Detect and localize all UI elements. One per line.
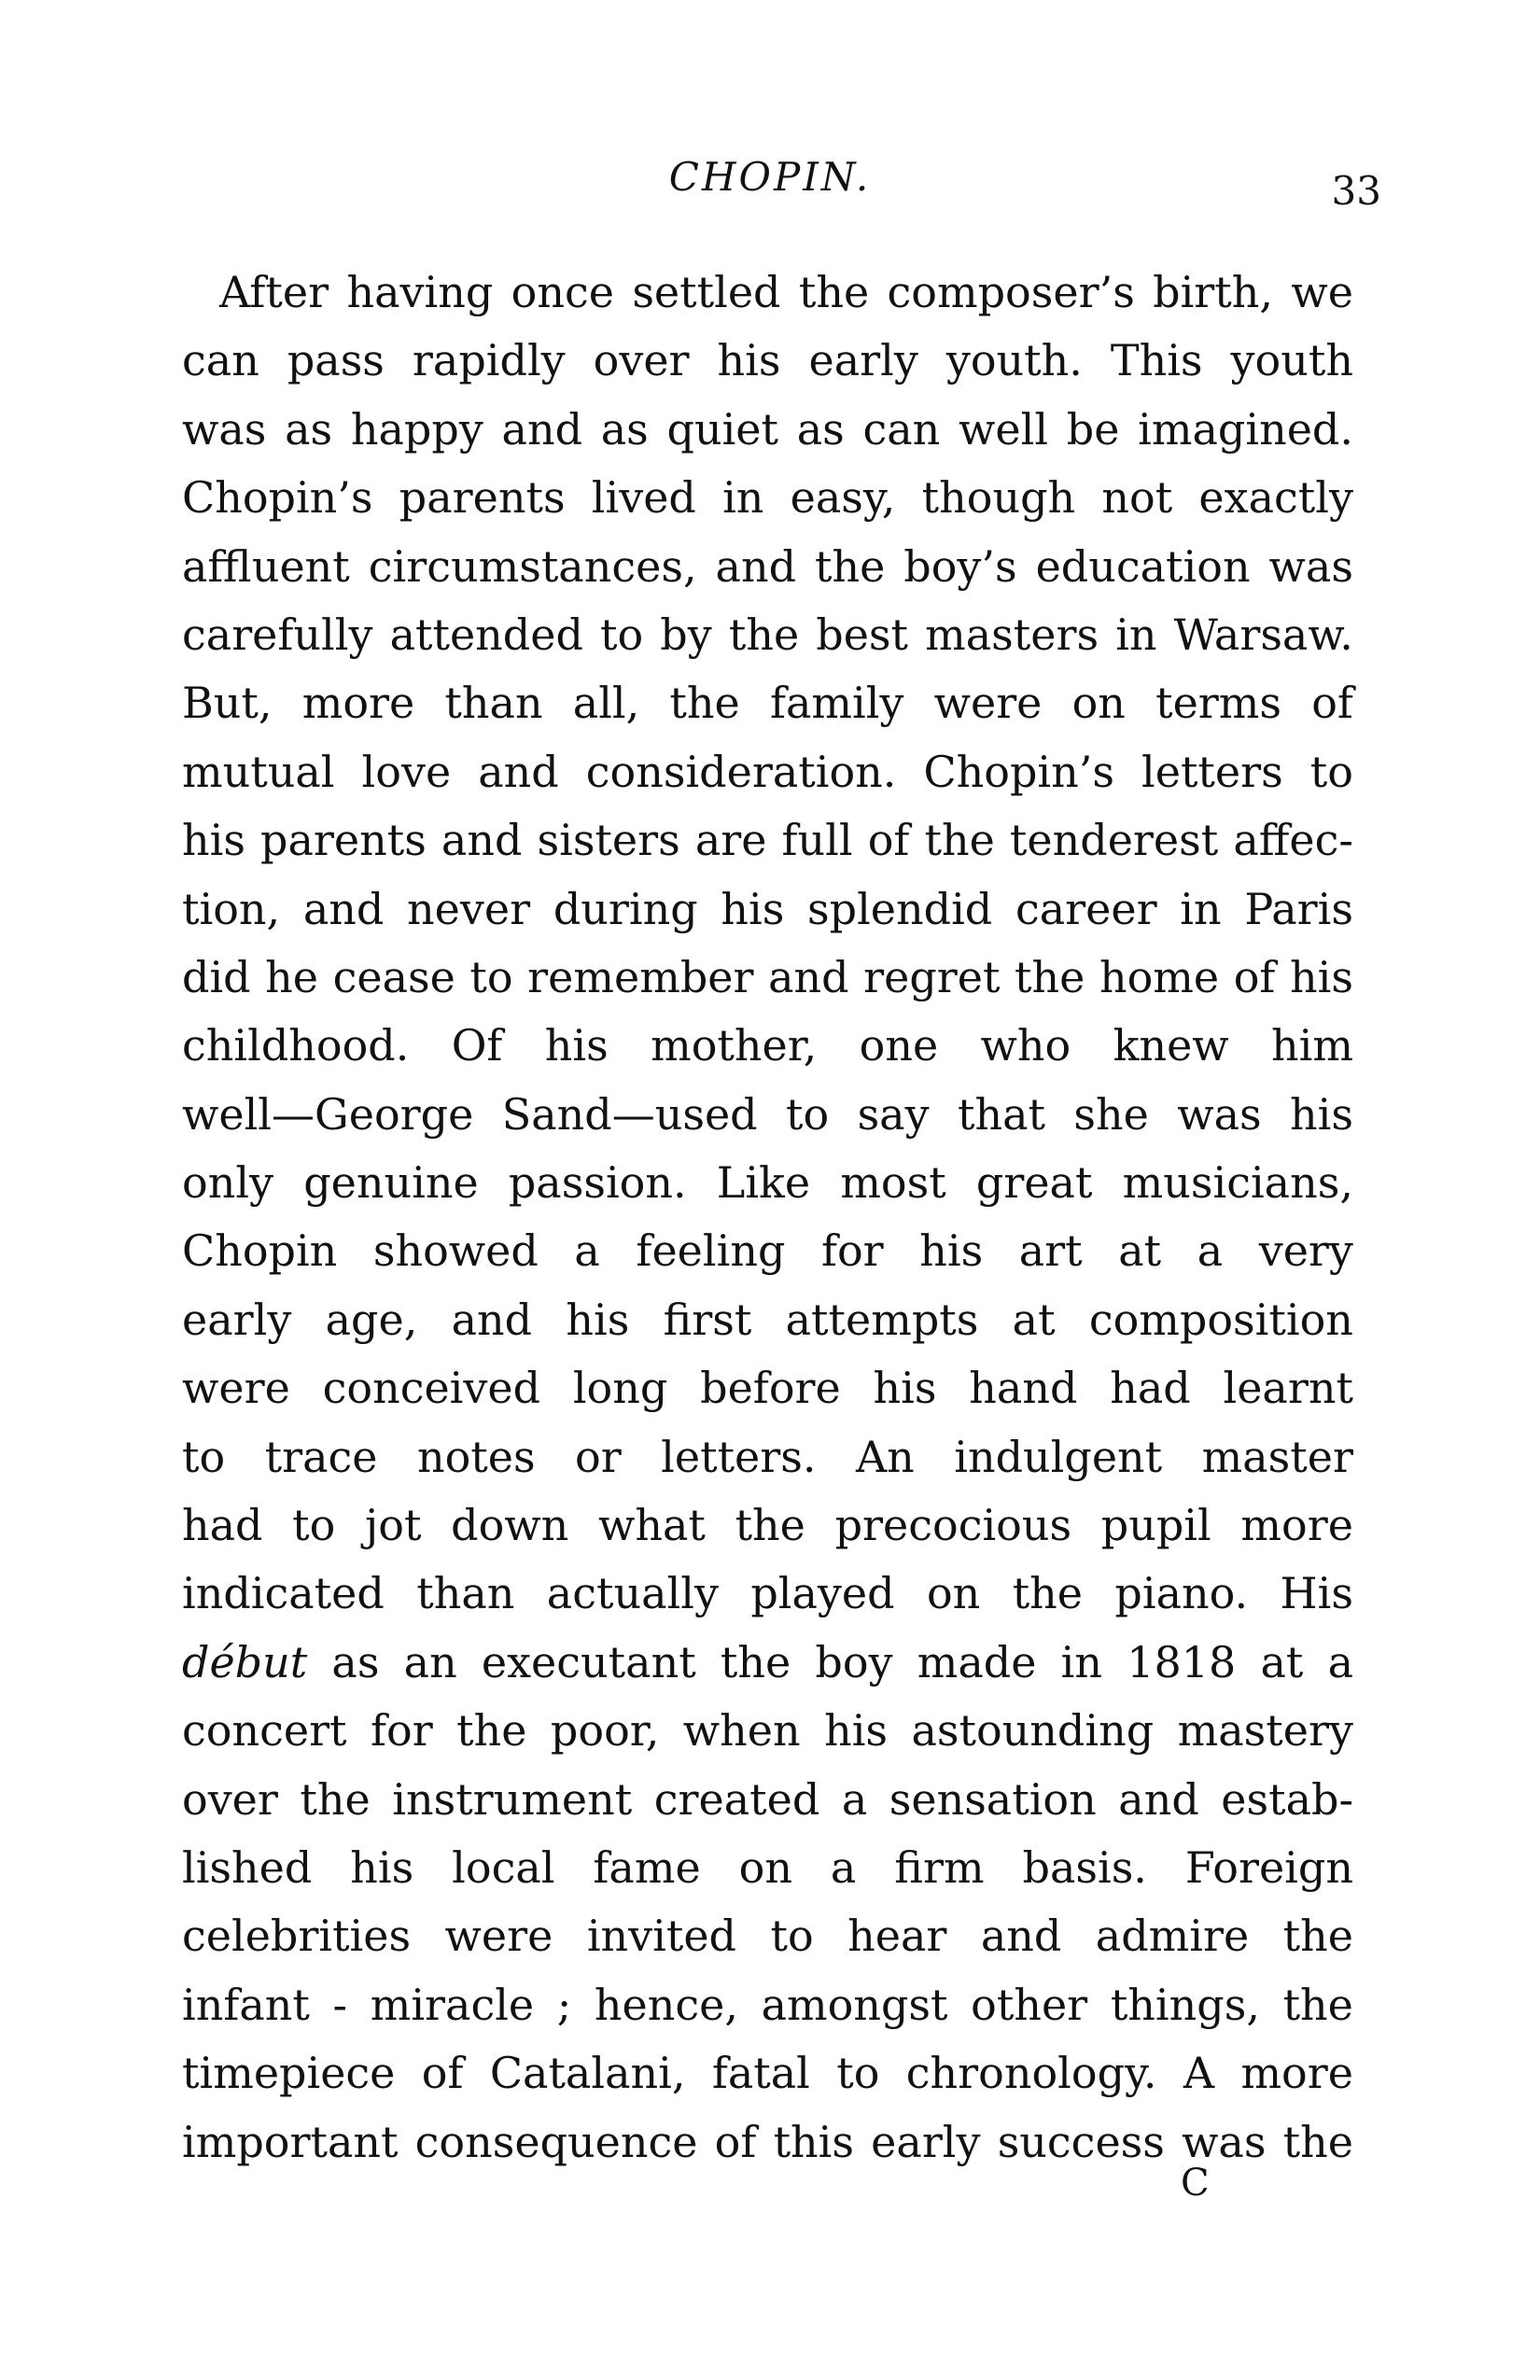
text-line: carefully attended to by the best masters in Warsaw.: [182, 609, 1353, 660]
text-line: timepiece of Catalani, fatal to chronology. A more: [182, 2048, 1353, 2099]
signature-mark: C: [1181, 2162, 1210, 2205]
text-line: had to jot down what the precocious pupil more: [182, 1500, 1353, 1551]
page-number: 33: [1331, 168, 1381, 214]
text-line: tion, and never during his splendid career in Paris: [182, 883, 1353, 934]
text-line: lished his local fame on a firm basis. Foreign: [182, 1841, 1353, 1893]
text-line: important consequence of this early success was the: [182, 2116, 1353, 2167]
text-line: childhood. Of his mother, one who knew him: [182, 1020, 1353, 1071]
text-line: infant - miracle ; hence, amongst other things, the: [182, 1979, 1353, 2030]
text-line: celebrities were invited to hear and admire the: [182, 1911, 1353, 1962]
text-line: mutual love and consideration. Chopin’s letters to: [182, 746, 1353, 797]
text-line: début as an executant the boy made in 1818 at a: [182, 1636, 1353, 1687]
text-line: indicated than actually played on the piano. His: [182, 1568, 1353, 1619]
text-line: well—George Sand—used to say that she was his: [182, 1088, 1353, 1140]
text-line: concert for the poor, when his astounding mastery: [182, 1705, 1353, 1757]
text-line: affluent circumstances, and the boy’s education was: [182, 540, 1353, 592]
text-line: was as happy and as quiet as can well be imagined.: [182, 403, 1353, 455]
text-line: can pass rapidly over his early youth. This youth: [182, 335, 1353, 386]
text-line: were conceived long before his hand had learnt: [182, 1363, 1353, 1414]
text-line: only genuine passion. Like most great musicians,: [182, 1157, 1353, 1209]
text-line: early age, and his first attempts at composition: [182, 1294, 1353, 1345]
running-title: CHOPIN.: [668, 154, 872, 200]
text-line: After having once settled the composer’s birth, we: [219, 267, 1353, 317]
text-line: did he cease to remember and regret the home of his: [182, 951, 1353, 1002]
text-line: over the instrument created a sensation and estab-: [182, 1773, 1353, 1825]
text-line: Chopin’s parents lived in easy, though not exactly: [182, 472, 1353, 524]
text-line: But, more than all, the family were on terms of: [182, 678, 1353, 729]
body-text: [182, 259, 1353, 2177]
text-line: Chopin showed a feeling for his art at a very: [182, 1225, 1353, 1277]
text-line: his parents and sisters are full of the tenderest affec-: [182, 815, 1353, 866]
text-line: to trace notes or letters. An indulgent master: [182, 1431, 1353, 1482]
